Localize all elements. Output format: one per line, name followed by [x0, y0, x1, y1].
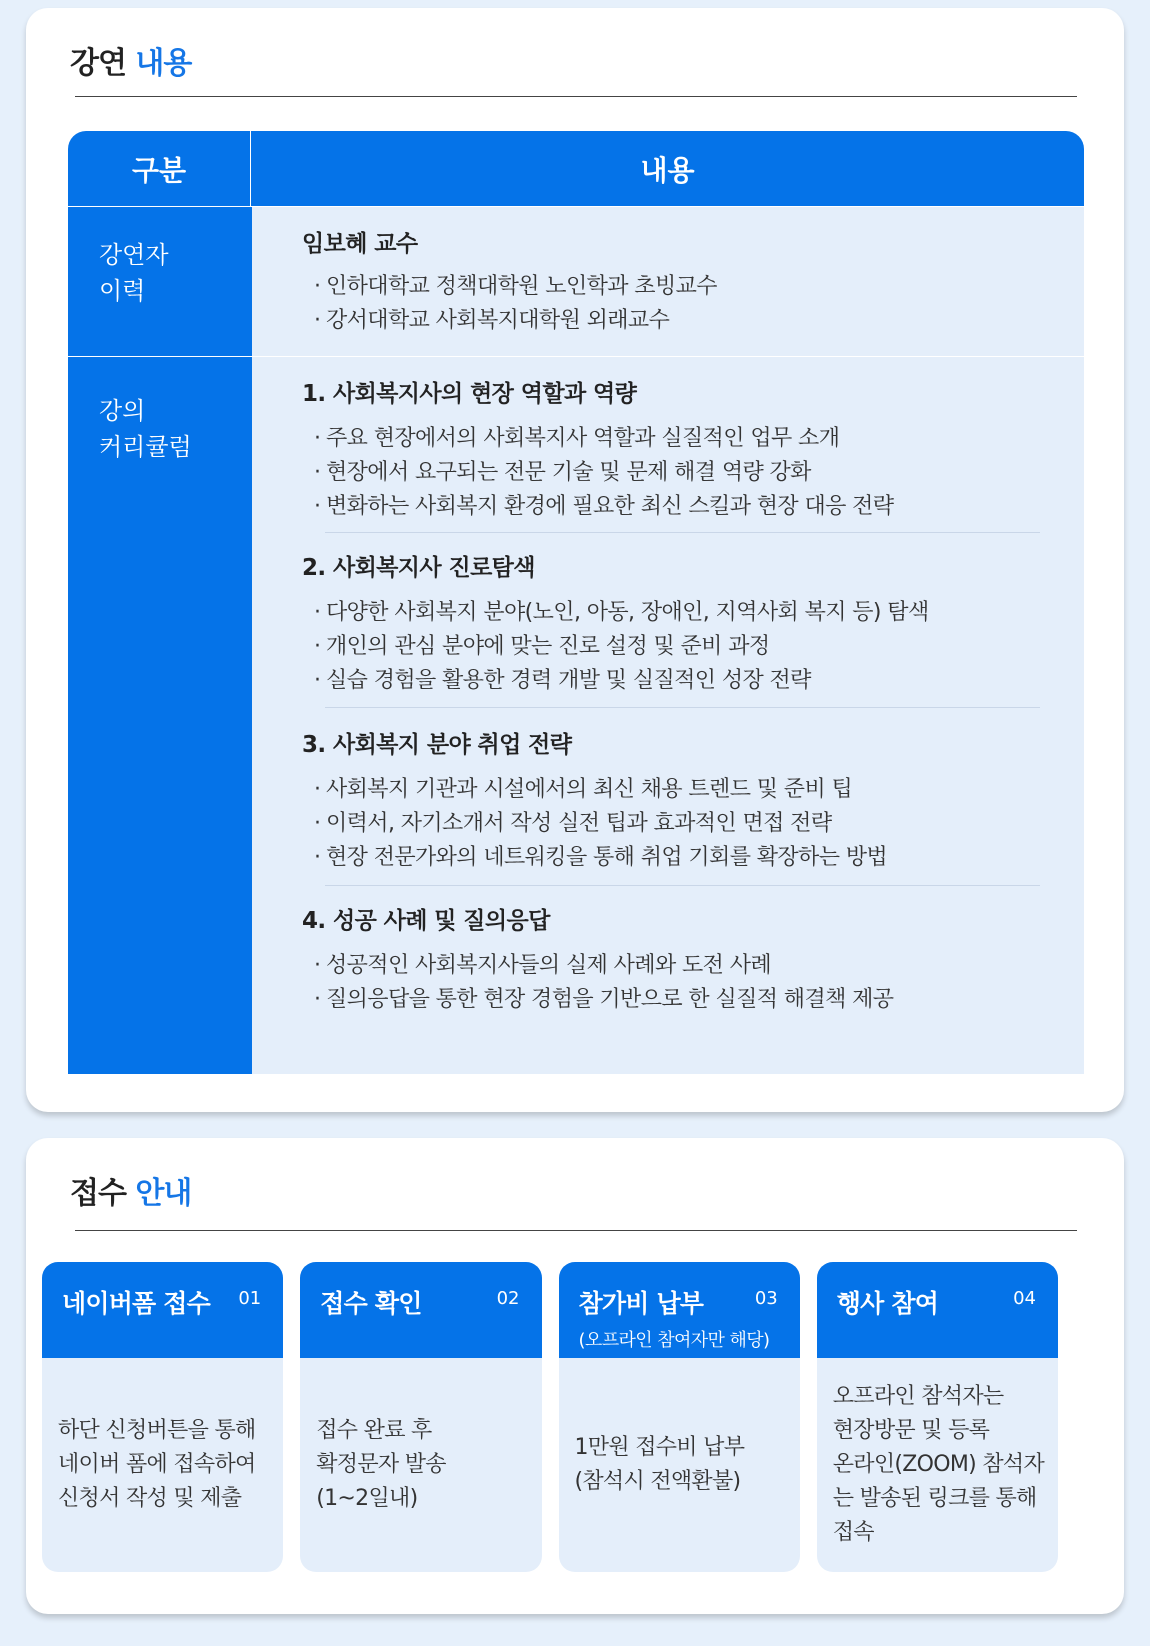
table-row-career — [68, 206, 1084, 356]
curriculum-block-list — [302, 949, 1040, 1017]
registration-steps — [42, 1262, 1058, 1572]
curriculum-block-title: 3. 사회복지 분야 취업 전략 — [302, 732, 572, 758]
curriculum-item: · 현장 전문가와의 네트워킹을 통해 취업 기회를 확장하는 방법 — [302, 841, 1040, 875]
curriculum-block-list — [302, 422, 1040, 524]
curriculum-block — [302, 886, 1040, 1017]
curriculum-item: · 사회복지 기관과 시설에서의 최신 채용 트렌드 및 준비 팁 — [302, 773, 1040, 807]
step-description: 접수 완료 후 확정문자 발송 (1~2일내) — [316, 1418, 446, 1511]
curriculum-item: · 성공적인 사회복지사들의 실제 사례와 도전 사례 — [302, 949, 1040, 983]
step-number: 04 — [1013, 1288, 1036, 1309]
curriculum-item: · 주요 현장에서의 사회복지사 역할과 실질적인 업무 소개 — [302, 422, 1040, 456]
header-content: 내용 — [640, 153, 695, 187]
registration-title-divider — [75, 1230, 1077, 1231]
curriculum-block-title: 1. 사회복지사의 현장 역할과 역량 — [302, 381, 637, 407]
step-title: 접수 확인 — [320, 1289, 422, 1318]
curriculum-item: · 변화하는 사회복지 환경에 필요한 최신 스킬과 현장 대응 전략 — [302, 490, 1040, 524]
step-title: 행사 참여 — [836, 1289, 939, 1318]
registration-title-accent: 안내 — [135, 1176, 192, 1211]
curriculum-block-list — [302, 596, 1040, 698]
step-subtitle: (오프라인 참여자만 해당) — [578, 1330, 770, 1351]
step-description: 하단 신청버튼을 통해 네이버 폼에 접속하여 신청서 작성 및 제출 — [58, 1418, 256, 1511]
lecture-title-main: 강연 — [70, 46, 126, 81]
step-card — [817, 1262, 1058, 1572]
curriculum-block — [302, 708, 1040, 885]
step-header — [42, 1262, 283, 1358]
step-description: 1만원 접수비 납부 (참석시 전액환불) — [574, 1435, 745, 1494]
curriculum-item: · 실습 경험을 활용한 경력 개발 및 실질적인 성장 전략 — [302, 664, 1040, 698]
career-label-line1: 강연자 — [99, 241, 169, 269]
career-label-line2: 이력 — [99, 277, 146, 305]
lecture-section-title — [70, 38, 191, 82]
step-number: 02 — [496, 1288, 520, 1309]
curriculum-label-line1: 강의 — [99, 397, 146, 425]
step-header — [300, 1262, 541, 1358]
curriculum-block-title: 4. 성공 사례 및 질의응답 — [302, 908, 550, 934]
speaker-name: 임보혜 교수 — [302, 231, 418, 257]
career-list — [302, 270, 1040, 338]
header-category: 구분 — [68, 131, 251, 206]
curriculum-label-line2: 커리큘럼 — [99, 433, 192, 461]
lecture-section — [26, 8, 1124, 1112]
curriculum-block — [302, 533, 1040, 707]
career-label — [68, 207, 252, 356]
step-header — [817, 1262, 1058, 1358]
lecture-title-accent: 내용 — [135, 46, 192, 81]
step-number: 03 — [754, 1288, 778, 1309]
curriculum-item: · 개인의 관심 분야에 맞는 진로 설정 및 준비 과정 — [302, 630, 1040, 664]
curriculum-block — [302, 357, 1040, 532]
curriculum-content — [252, 357, 1084, 1074]
curriculum-item: · 질의응답을 통한 현장 경험을 기반으로 한 실질적 해결책 제공 — [302, 983, 1040, 1017]
step-title: 참가비 납부 — [578, 1289, 704, 1318]
lecture-title-divider — [75, 96, 1077, 97]
step-header — [559, 1262, 800, 1358]
curriculum-item: · 현장에서 요구되는 전문 기술 및 문제 해결 역량 강화 — [302, 456, 1040, 490]
table-header — [68, 131, 1084, 206]
curriculum-label — [68, 357, 252, 1074]
career-content — [252, 207, 1084, 356]
curriculum-block-list — [302, 773, 1040, 875]
curriculum-block-title: 2. 사회복지사 진로탐색 — [302, 555, 535, 581]
step-card — [559, 1262, 800, 1572]
step-card — [300, 1262, 541, 1572]
table-row-curriculum — [68, 356, 1084, 1074]
step-card — [42, 1262, 283, 1572]
step-description: 오프라인 참석자는 현장방문 및 등록 온라인(ZOOM) 참석자 는 발송된 링크를 통해 접속 — [832, 1384, 1045, 1545]
registration-title-main: 접수 — [70, 1176, 126, 1211]
lecture-table — [68, 131, 1084, 1074]
step-number: 01 — [238, 1288, 262, 1309]
career-item: · 인하대학교 정책대학원 노인학과 초빙교수 — [302, 270, 1040, 304]
step-title: 네이버폼 접수 — [62, 1289, 211, 1318]
curriculum-item: · 다양한 사회복지 분야(노인, 아동, 장애인, 지역사회 복지 등) 탐색 — [302, 596, 1040, 630]
career-item: · 강서대학교 사회복지대학원 외래교수 — [302, 304, 1040, 338]
curriculum-item: · 이력서, 자기소개서 작성 실전 팁과 효과적인 면접 전략 — [302, 807, 1040, 841]
registration-section-title — [70, 1168, 191, 1212]
